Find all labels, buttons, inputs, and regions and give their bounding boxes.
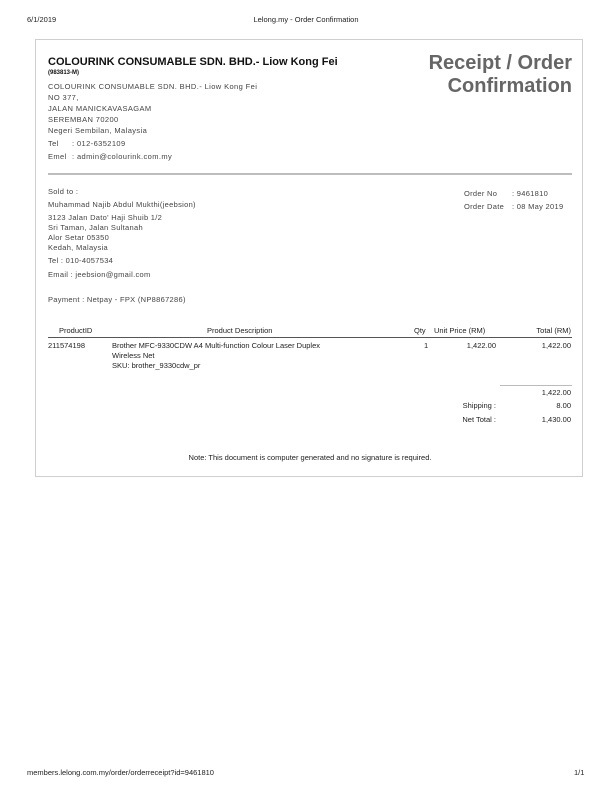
shipping-label: Shipping : — [462, 401, 496, 410]
row-unit-price: 1,422.00 — [466, 341, 496, 350]
order-number-label: Order No — [464, 189, 498, 198]
net-total-label: Net Total : — [462, 415, 496, 424]
seller-tel — [48, 138, 257, 149]
buyer-block — [48, 187, 196, 280]
sold-to-label: Sold to : — [48, 187, 79, 196]
col-header-total: Total (RM) — [536, 326, 571, 335]
seller-email-label: Emel — [48, 152, 67, 161]
document-title-line: Confirmation — [447, 75, 572, 97]
buyer-address-line: Kedah, Malaysia — [48, 243, 108, 252]
col-header-qty: Qty — [414, 326, 426, 335]
document-title-line: Receipt / Order — [428, 52, 572, 74]
seller-address-line: COLOURINK CONSUMABLE SDN. BHD.- Liow Kong Fei — [48, 82, 258, 91]
row-qty: 1 — [424, 341, 429, 350]
seller-address-line: NO 377, — [48, 93, 79, 102]
row-sku: SKU: brother_9330cdw_pr — [112, 361, 201, 370]
document-title — [429, 52, 572, 98]
row-description — [112, 341, 402, 371]
order-date — [464, 200, 563, 213]
order-date-label: Order Date — [464, 202, 505, 211]
print-url: members.lelong.com.my/order/orderreceipt?id=9461810 — [27, 768, 214, 777]
seller-registration: (983813-M) — [48, 70, 80, 76]
order-date-value: : 08 May 2019 — [512, 202, 564, 211]
seller-address-line: Negeri Sembilan, Malaysia — [48, 126, 148, 135]
buyer-address-line: 3123 Jalan Dato' Haji Shuib 1/2 — [48, 213, 163, 222]
row-description-line: Wireless Net — [112, 351, 155, 360]
net-total-value: 1,430.00 — [541, 415, 571, 424]
print-title: Lelong.my - Order Confirmation — [253, 15, 359, 24]
buyer-address-line: Alor Setar 05350 — [48, 233, 110, 242]
seller-name: COLOURINK CONSUMABLE SDN. BHD.- Liow Kong Fei — [48, 56, 338, 68]
order-info — [464, 187, 563, 213]
seller-tel-value: : 012-6352109 — [72, 139, 126, 148]
col-header-product-id: ProductID — [59, 326, 93, 335]
col-header-unit-price: Unit Price (RM) — [434, 326, 486, 335]
seller-email-value: : admin@colourink.com.my — [72, 152, 173, 161]
col-header-description: Product Description — [207, 326, 273, 335]
print-page-number: 1/1 — [574, 768, 585, 777]
subtotal-rule — [500, 385, 572, 386]
seller-tel-label: Tel — [48, 139, 59, 148]
payment-info: Payment : Netpay - FPX (NP8867286) — [48, 295, 186, 304]
row-product-id: 211574198 — [48, 341, 85, 350]
buyer-address-line: Sri Taman, Jalan Sultanah — [48, 223, 143, 232]
seller-address-line: SEREMBAN 70200 — [48, 115, 119, 124]
table-header-rule — [48, 337, 572, 338]
order-number — [464, 187, 563, 200]
shipping-value: 8.00 — [556, 401, 571, 410]
subtotal-value: 1,422.00 — [541, 388, 571, 397]
row-description-line: Brother MFC-9330CDW A4 Multi-function Colour Laser Duplex — [112, 341, 320, 350]
print-date: 6/1/2019 — [27, 15, 57, 24]
row-total: 1,422.00 — [541, 341, 571, 350]
buyer-name: Muhammad Najib Abdul Mukthi(jeebsion) — [48, 200, 196, 209]
header-divider — [48, 173, 572, 175]
seller-email — [48, 151, 257, 162]
buyer-email: Email : jeebsion@gmail.com — [48, 270, 151, 279]
order-number-value: : 9461810 — [512, 189, 549, 198]
seller-address-line: JALAN MANICKAVASAGAM — [48, 104, 152, 113]
buyer-tel: Tel : 010-4057534 — [48, 256, 114, 265]
disclaimer-note: Note: This document is computer generated and no signature is required. — [188, 453, 432, 462]
seller-address — [48, 81, 257, 162]
